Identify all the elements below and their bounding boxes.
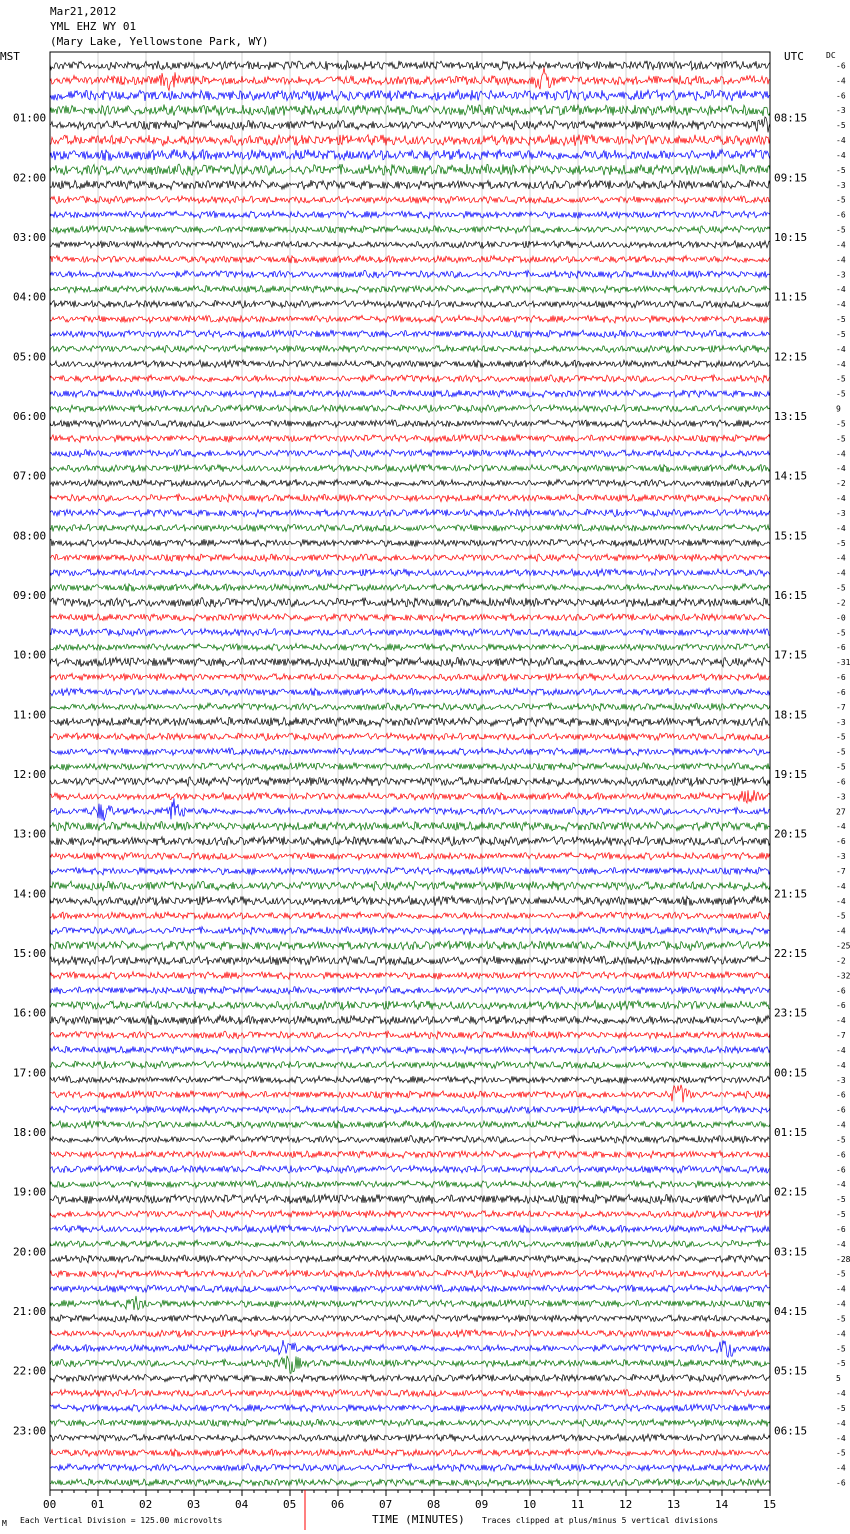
dc-offset-label: -5 bbox=[836, 1404, 846, 1413]
left-hour-label: 10:00 bbox=[13, 648, 47, 662]
trace-row-6 bbox=[50, 149, 770, 161]
dc-offset-label: -5 bbox=[836, 225, 846, 235]
dc-offset-label: -4 bbox=[836, 136, 846, 145]
trace-row-27 bbox=[50, 464, 770, 472]
x-tick-label: 08 bbox=[427, 1498, 441, 1511]
trace-row-94 bbox=[50, 1464, 770, 1472]
dc-offset-label: -7 bbox=[836, 867, 846, 876]
left-hour-label: 06:00 bbox=[13, 410, 47, 423]
left-hour-label: 03:00 bbox=[13, 231, 47, 244]
trace-row-58 bbox=[50, 927, 770, 935]
x-tick-label: 10 bbox=[523, 1498, 537, 1511]
dc-offset-label: -4 bbox=[836, 553, 846, 563]
left-hour-label: 04:00 bbox=[13, 290, 47, 304]
trace-row-67 bbox=[50, 1061, 770, 1069]
right-hour-label: 05:15 bbox=[774, 1364, 808, 1378]
clip-note: Traces clipped at plus/minus 5 vertical divisions bbox=[482, 1516, 719, 1525]
left-hour-label: 16:00 bbox=[13, 1006, 47, 1020]
trace-row-5 bbox=[50, 135, 770, 147]
left-hour-label: 07:00 bbox=[13, 469, 47, 483]
trace-row-78 bbox=[50, 1225, 770, 1233]
trace-row-31 bbox=[50, 524, 770, 532]
trace-row-59 bbox=[50, 941, 770, 950]
left-hour-label: 11:00 bbox=[13, 708, 47, 722]
dc-offset-label: -4 bbox=[836, 300, 846, 310]
dc-offset-label: -5 bbox=[836, 389, 846, 399]
dc-offset-label: -5 bbox=[836, 374, 846, 384]
left-hour-label: 09:00 bbox=[13, 589, 47, 602]
trace-row-15 bbox=[50, 286, 770, 294]
dc-offset-label: -3 bbox=[836, 717, 846, 727]
dc-offset-label: -5 bbox=[836, 911, 846, 921]
x-tick-label: 12 bbox=[619, 1498, 633, 1511]
right-hour-label: 18:15 bbox=[774, 708, 808, 722]
trace-row-63 bbox=[50, 1001, 770, 1011]
trace-row-74 bbox=[50, 1166, 770, 1174]
left-hour-label: 05:00 bbox=[13, 350, 47, 364]
dc-offset-label: -4 bbox=[836, 1120, 846, 1130]
dc-offset-label: -6 bbox=[836, 688, 846, 697]
trace-row-39 bbox=[50, 644, 770, 652]
dc-offset-label: -4 bbox=[836, 151, 846, 160]
dc-offset-label: -28 bbox=[836, 1254, 850, 1264]
dc-offset-label: -4 bbox=[836, 464, 846, 474]
trace-row-30 bbox=[50, 509, 770, 517]
dc-label: DC bbox=[826, 51, 836, 60]
corner-mark: M bbox=[2, 1519, 7, 1528]
trace-row-28 bbox=[50, 479, 770, 487]
trace-row-51 bbox=[50, 821, 770, 831]
dc-offset-label: -3 bbox=[836, 1075, 846, 1085]
dc-offset-label: -3 bbox=[836, 509, 846, 518]
trace-row-64 bbox=[50, 1015, 770, 1025]
trace-row-1 bbox=[50, 68, 770, 91]
header-location: (Mary Lake, Yellowstone Park, WY) bbox=[50, 35, 269, 48]
right-hour-label: 02:15 bbox=[774, 1185, 808, 1199]
dc-offset-label: -6 bbox=[836, 1150, 846, 1160]
dc-offset-label: -4 bbox=[836, 523, 846, 533]
left-hour-label: 23:00 bbox=[13, 1424, 47, 1438]
trace-row-79 bbox=[50, 1240, 770, 1248]
trace-row-22 bbox=[50, 390, 770, 398]
dc-offset-label: -31 bbox=[836, 658, 850, 668]
dc-offset-label: -32 bbox=[836, 971, 850, 981]
dc-offset-label: 5 bbox=[836, 1374, 841, 1384]
trace-row-40 bbox=[50, 657, 770, 667]
right-hour-label: 14:15 bbox=[774, 469, 808, 483]
trace-row-85 bbox=[50, 1330, 770, 1338]
dc-offset-label: -6 bbox=[836, 673, 846, 682]
label-layer bbox=[13, 62, 850, 1512]
dc-offset-label: -5 bbox=[836, 1359, 846, 1369]
trace-row-9 bbox=[50, 196, 770, 204]
dc-offset-label: -3 bbox=[836, 180, 846, 190]
dc-offset-label: -5 bbox=[836, 1269, 846, 1279]
trace-row-45 bbox=[50, 733, 770, 741]
trace-row-4 bbox=[50, 117, 770, 132]
dc-offset-label: -4 bbox=[836, 1016, 846, 1026]
trace-row-21 bbox=[50, 375, 770, 383]
dc-offset-label: -3 bbox=[836, 852, 846, 861]
trace-row-81 bbox=[50, 1270, 770, 1278]
plot-border bbox=[50, 52, 770, 1490]
dc-offset-label: -6 bbox=[836, 1165, 846, 1175]
trace-row-17 bbox=[50, 315, 770, 323]
left-hour-label: 13:00 bbox=[13, 827, 47, 841]
dc-offset-label: -6 bbox=[836, 643, 846, 653]
right-hour-label: 00:15 bbox=[774, 1066, 808, 1080]
dc-offset-label: -5 bbox=[836, 195, 846, 205]
left-hour-label: 22:00 bbox=[13, 1364, 47, 1378]
right-hour-label: 22:15 bbox=[774, 947, 808, 960]
trace-row-52 bbox=[50, 837, 770, 846]
x-tick-label: 11 bbox=[571, 1498, 585, 1511]
dc-offset-label: -3 bbox=[836, 792, 846, 802]
dc-offset-label: -7 bbox=[836, 1031, 846, 1040]
dc-offset-label: -6 bbox=[836, 777, 846, 787]
trace-row-18 bbox=[50, 330, 770, 338]
right-hour-label: 03:15 bbox=[774, 1245, 808, 1259]
dc-offset-label: -4 bbox=[836, 1418, 846, 1428]
trace-row-12 bbox=[50, 241, 770, 249]
left-timezone-label: MST bbox=[0, 50, 20, 63]
trace-row-13 bbox=[50, 256, 770, 264]
trace-row-2 bbox=[50, 90, 770, 101]
dc-offset-label: -4 bbox=[836, 1180, 846, 1190]
x-tick-label: 06 bbox=[331, 1498, 345, 1511]
trace-row-25 bbox=[50, 435, 770, 443]
trace-row-7 bbox=[50, 164, 770, 176]
trace-row-80 bbox=[50, 1255, 770, 1263]
dc-offset-label: -4 bbox=[836, 76, 846, 86]
trace-row-91 bbox=[50, 1419, 770, 1427]
trace-row-37 bbox=[50, 614, 770, 622]
trace-row-55 bbox=[50, 881, 770, 891]
trace-row-69 bbox=[50, 1085, 770, 1103]
trace-row-71 bbox=[50, 1121, 770, 1129]
trace-row-43 bbox=[50, 703, 770, 711]
dc-offset-label: -5 bbox=[836, 762, 846, 772]
x-tick-label: 09 bbox=[475, 1498, 489, 1511]
left-hour-label: 19:00 bbox=[13, 1185, 47, 1199]
trace-row-83 bbox=[50, 1296, 770, 1310]
dc-offset-label: -6 bbox=[836, 1478, 846, 1488]
x-tick-label: 07 bbox=[379, 1498, 393, 1511]
right-timezone-label: UTC bbox=[784, 50, 804, 63]
left-hour-label: 12:00 bbox=[13, 768, 47, 781]
right-hour-label: 10:15 bbox=[774, 231, 808, 244]
trace-row-77 bbox=[50, 1210, 770, 1218]
x-axis-label: TIME (MINUTES) bbox=[372, 1513, 465, 1526]
dc-offset-label: -25 bbox=[836, 941, 850, 951]
dc-offset-label: -5 bbox=[836, 121, 846, 131]
dc-offset-label: -4 bbox=[836, 881, 846, 891]
dc-offset-label: -5 bbox=[836, 1314, 846, 1324]
trace-row-50 bbox=[50, 798, 770, 821]
dc-offset-label: -4 bbox=[836, 255, 846, 265]
right-hour-label: 04:15 bbox=[774, 1305, 808, 1318]
x-tick-label: 14 bbox=[715, 1498, 729, 1511]
trace-row-47 bbox=[50, 763, 770, 771]
x-tick-label: 05 bbox=[283, 1498, 297, 1511]
trace-row-0 bbox=[50, 61, 770, 70]
dc-offset-label: -7 bbox=[836, 702, 846, 712]
trace-row-66 bbox=[50, 1046, 770, 1054]
trace-row-65 bbox=[50, 1031, 770, 1039]
dc-offset-label: -4 bbox=[836, 896, 846, 906]
dc-offset-label: -4 bbox=[836, 1329, 846, 1339]
scale-note: Each Vertical Division = 125.00 microvolts bbox=[20, 1516, 223, 1525]
trace-row-23 bbox=[50, 405, 770, 413]
trace-row-57 bbox=[50, 912, 770, 920]
left-hour-label: 20:00 bbox=[13, 1245, 47, 1259]
trace-row-88 bbox=[50, 1374, 770, 1382]
dc-offset-label: -4 bbox=[836, 926, 846, 936]
left-hour-label: 17:00 bbox=[13, 1066, 47, 1080]
dc-offset-label: -6 bbox=[836, 1105, 846, 1115]
trace-row-86 bbox=[50, 1340, 770, 1357]
dc-offset-label: -4 bbox=[836, 1433, 846, 1443]
dc-offset-label: -5 bbox=[836, 1448, 846, 1458]
dc-offset-label: -5 bbox=[836, 330, 846, 339]
dc-offset-label: -3 bbox=[836, 270, 846, 280]
header-station: YML EHZ WY 01 bbox=[50, 20, 137, 33]
dc-offset-label: -4 bbox=[836, 1284, 846, 1294]
dc-offset-label: -6 bbox=[836, 837, 846, 847]
x-tick-label: 03 bbox=[187, 1498, 201, 1511]
x-tick-label: 15 bbox=[763, 1498, 777, 1511]
right-hour-label: 08:15 bbox=[774, 111, 808, 125]
dc-offset-label: -5 bbox=[836, 628, 846, 638]
dc-offset-label: -5 bbox=[836, 747, 846, 757]
trace-row-68 bbox=[50, 1076, 770, 1084]
trace-row-33 bbox=[50, 554, 770, 562]
trace-row-49 bbox=[50, 790, 770, 803]
right-hour-label: 19:15 bbox=[774, 768, 808, 781]
x-tick-label: 13 bbox=[667, 1498, 681, 1511]
dc-offset-label: -4 bbox=[836, 285, 846, 295]
trace-row-46 bbox=[50, 748, 770, 756]
dc-offset-label: -0 bbox=[836, 613, 846, 623]
trace-row-84 bbox=[50, 1315, 770, 1323]
dc-offset-label: -4 bbox=[836, 359, 846, 369]
left-hour-label: 18:00 bbox=[13, 1126, 47, 1139]
right-hour-label: 15:15 bbox=[774, 529, 808, 543]
dc-offset-label: -4 bbox=[836, 1389, 846, 1398]
left-hour-label: 15:00 bbox=[13, 947, 47, 960]
right-hour-label: 13:15 bbox=[774, 410, 808, 423]
dc-offset-label: -5 bbox=[836, 434, 846, 444]
dc-offset-label: -4 bbox=[836, 344, 846, 354]
trace-row-92 bbox=[50, 1434, 770, 1442]
trace-row-89 bbox=[50, 1389, 770, 1396]
dc-offset-label: -4 bbox=[836, 568, 846, 578]
x-tick-label: 01 bbox=[91, 1498, 105, 1511]
dc-offset-label: 9 bbox=[836, 404, 841, 414]
dc-offset-label: -4 bbox=[836, 449, 846, 459]
dc-offset-label: 27 bbox=[836, 807, 846, 817]
trace-row-54 bbox=[50, 867, 770, 875]
dc-offset-label: -6 bbox=[836, 1225, 846, 1234]
dc-offset-label: -4 bbox=[836, 1463, 846, 1473]
header-date: Mar21,2012 bbox=[50, 5, 117, 18]
right-hour-label: 06:15 bbox=[774, 1424, 808, 1438]
right-hour-label: 23:15 bbox=[774, 1006, 808, 1020]
trace-row-44 bbox=[50, 717, 770, 726]
trace-row-34 bbox=[50, 569, 770, 577]
left-hour-label: 14:00 bbox=[13, 887, 47, 901]
dc-offset-label: -2 bbox=[836, 956, 846, 966]
right-hour-label: 17:15 bbox=[774, 648, 808, 662]
dc-offset-label: -6 bbox=[836, 1001, 846, 1011]
right-hour-label: 12:15 bbox=[774, 350, 808, 364]
dc-offset-label: -5 bbox=[836, 732, 846, 742]
trace-row-75 bbox=[50, 1181, 770, 1189]
dc-offset-label: -5 bbox=[836, 165, 846, 175]
dc-offset-label: -6 bbox=[836, 210, 846, 220]
left-hour-label: 08:00 bbox=[13, 529, 47, 543]
right-hour-label: 11:15 bbox=[774, 290, 808, 304]
trace-row-95 bbox=[50, 1479, 770, 1487]
trace-layer bbox=[50, 61, 770, 1487]
dc-offset-label: -4 bbox=[836, 494, 846, 503]
trace-row-76 bbox=[50, 1194, 770, 1204]
right-hour-label: 09:15 bbox=[774, 171, 808, 185]
dc-offset-label: -2 bbox=[836, 598, 846, 608]
trace-row-10 bbox=[50, 211, 770, 219]
trace-row-8 bbox=[50, 180, 770, 189]
trace-row-3 bbox=[50, 104, 770, 116]
dc-offset-label: -6 bbox=[836, 1090, 846, 1100]
trace-row-11 bbox=[50, 226, 770, 234]
trace-row-35 bbox=[50, 584, 770, 592]
trace-row-41 bbox=[50, 673, 770, 681]
dc-offset-label: -5 bbox=[836, 419, 846, 429]
left-hour-label: 01:00 bbox=[13, 111, 47, 125]
trace-row-53 bbox=[50, 852, 770, 860]
trace-row-48 bbox=[50, 777, 770, 787]
dc-offset-label: -4 bbox=[836, 240, 846, 250]
dc-offset-label: -5 bbox=[836, 315, 846, 324]
trace-row-56 bbox=[50, 896, 770, 906]
dc-offset-label: -5 bbox=[836, 583, 846, 593]
trace-row-14 bbox=[50, 270, 770, 278]
right-hour-label: 21:15 bbox=[774, 887, 808, 901]
trace-row-16 bbox=[50, 300, 770, 308]
trace-row-29 bbox=[50, 494, 770, 502]
trace-row-24 bbox=[50, 420, 770, 428]
trace-row-93 bbox=[50, 1449, 770, 1457]
trace-row-60 bbox=[50, 956, 770, 965]
trace-row-36 bbox=[50, 598, 770, 608]
trace-row-87 bbox=[50, 1356, 770, 1374]
right-hour-label: 20:15 bbox=[774, 827, 808, 841]
dc-offset-label: -6 bbox=[836, 91, 846, 101]
dc-offset-label: -5 bbox=[836, 1210, 846, 1219]
dc-offset-label: -6 bbox=[836, 61, 846, 71]
x-tick-label: 00 bbox=[43, 1498, 57, 1511]
dc-offset-label: -5 bbox=[836, 1135, 846, 1145]
trace-row-42 bbox=[50, 688, 770, 696]
x-tick-label: 02 bbox=[139, 1498, 153, 1511]
dc-offset-label: -4 bbox=[836, 1060, 846, 1070]
dc-offset-label: -5 bbox=[836, 538, 846, 548]
dc-offset-label: -3 bbox=[836, 106, 846, 116]
right-hour-label: 01:15 bbox=[774, 1126, 808, 1139]
dc-offset-label: -5 bbox=[836, 1195, 846, 1205]
trace-row-62 bbox=[50, 987, 770, 995]
trace-row-61 bbox=[50, 972, 770, 980]
trace-row-73 bbox=[50, 1151, 770, 1159]
dc-offset-label: -4 bbox=[836, 1299, 846, 1309]
trace-row-20 bbox=[50, 360, 770, 368]
trace-row-90 bbox=[50, 1404, 770, 1412]
trace-row-32 bbox=[50, 539, 770, 547]
trace-row-70 bbox=[50, 1106, 770, 1114]
left-hour-label: 02:00 bbox=[13, 171, 47, 185]
dc-offset-label: -5 bbox=[836, 1344, 846, 1354]
x-tick-label: 04 bbox=[235, 1498, 249, 1511]
trace-row-82 bbox=[50, 1285, 770, 1292]
left-hour-label: 21:00 bbox=[13, 1305, 47, 1318]
dc-offset-label: -4 bbox=[836, 822, 846, 832]
trace-row-26 bbox=[50, 450, 770, 458]
dc-offset-label: -2 bbox=[836, 479, 846, 489]
trace-row-72 bbox=[50, 1136, 770, 1144]
trace-row-38 bbox=[50, 629, 770, 637]
right-hour-label: 16:15 bbox=[774, 589, 808, 602]
dc-offset-label: -6 bbox=[836, 986, 846, 996]
trace-row-19 bbox=[50, 345, 770, 353]
dc-offset-label: -4 bbox=[836, 1046, 846, 1055]
dc-offset-label: -4 bbox=[836, 1239, 846, 1249]
